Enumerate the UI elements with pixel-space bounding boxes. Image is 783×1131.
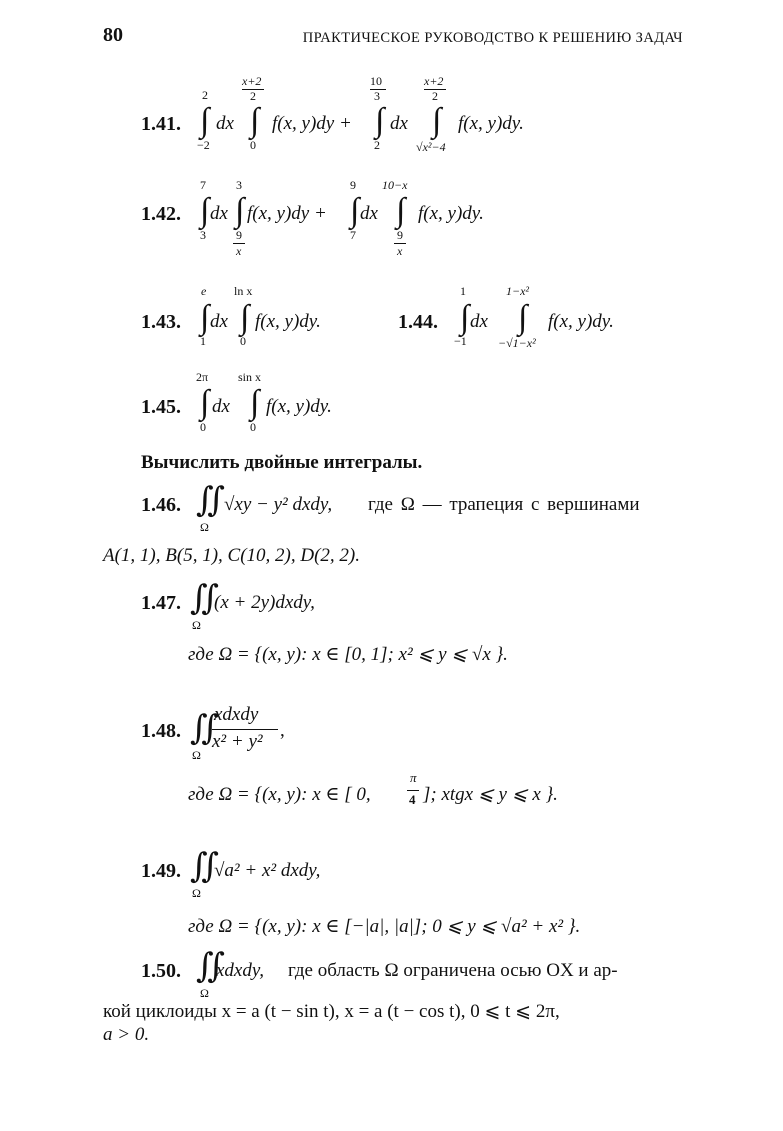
integrand: √xy − y² dxdy, (224, 494, 333, 515)
integrand: f(x, y)dy + (247, 203, 327, 224)
integral-sign: ∫ (250, 102, 260, 139)
lower-limit-den: x (236, 244, 242, 258)
differential: dx (390, 113, 408, 134)
integral-sign: ∫ (235, 192, 245, 229)
integrand: f(x, y)dy. (255, 311, 321, 332)
upper-limit: x+2 (424, 74, 444, 88)
upper-limit-den: 2 (250, 89, 256, 103)
lower-limit-den: x (397, 244, 403, 258)
region-label: Ω (192, 748, 201, 762)
problem-number: 1.41. (141, 113, 181, 135)
lower-limit: −√1−x² (498, 336, 536, 350)
problem-text: A(1, 1), B(5, 1), C(10, 2), D(2, 2). (103, 545, 360, 566)
double-integral-sign: ∬ (190, 580, 219, 617)
lower-limit: √x²−4 (416, 140, 446, 154)
region-label: Ω (192, 886, 201, 900)
upper-limit: 2π (196, 370, 209, 384)
problem-number: 1.43. (141, 311, 181, 333)
lower-limit: 0 (240, 334, 246, 348)
upper-limit: sin x (238, 370, 262, 384)
differential: dx (360, 203, 378, 224)
problem-number: 1.50. (141, 960, 181, 982)
lower-limit: 0 (200, 420, 206, 434)
upper-limit: x+2 (242, 74, 262, 88)
upper-limit: ln x (234, 284, 253, 298)
integrand: f(x, y)dy + (272, 113, 352, 134)
upper-limit: 10−x (382, 178, 408, 192)
problem-number: 1.44. (398, 311, 438, 333)
upper-limit-den: 3 (374, 89, 380, 103)
problem-text: кой циклоиды x = a (t − sin t), x = a (t − cos t), 0 ⩽ t ⩽ 2π, (103, 1001, 560, 1022)
lower-limit: 9 (397, 228, 403, 242)
region-definition: где Ω = {(x, y): x ∈ [ 0, (188, 784, 371, 805)
region-label: Ω (200, 520, 209, 534)
upper-limit: 3 (236, 178, 242, 192)
double-integral-sign: ∬ (190, 710, 219, 747)
fraction-denominator: 4 (409, 792, 416, 807)
integrand: f(x, y)dy. (266, 396, 332, 417)
integral-sign: ∫ (200, 192, 210, 229)
upper-limit: 1 (460, 284, 466, 298)
integrand: (x + 2y)dxdy, (214, 592, 315, 613)
lower-limit: 0 (250, 138, 256, 152)
integral-sign: ∫ (432, 102, 442, 139)
region-definition: где Ω = {(x, y): x ∈ [0, 1]; x² ⩽ y ⩽ √x }. (188, 644, 508, 665)
differential: dx (470, 311, 488, 332)
problem-number: 1.48. (141, 720, 181, 742)
integral-sign: ∫ (240, 299, 250, 336)
integral-sign: ∫ (375, 102, 385, 139)
double-integral-sign: ∬ (196, 948, 225, 985)
problem-number: 1.49. (141, 860, 181, 882)
upper-limit: 10 (370, 74, 382, 88)
problem-text: где Ω — трапеция с вершинами (368, 494, 640, 515)
integral-sign: ∫ (518, 299, 528, 336)
double-integral-sign: ∬ (196, 482, 225, 519)
upper-limit: 1−x² (506, 284, 530, 298)
integrand: f(x, y)dy. (458, 113, 524, 134)
integral-sign: ∫ (200, 299, 210, 336)
fraction-numerator: π (410, 770, 417, 785)
lower-limit: 2 (374, 138, 380, 152)
lower-limit: 3 (200, 228, 206, 242)
integrand: xdxdy, (216, 960, 265, 981)
fraction-bar (212, 729, 278, 730)
region-label: Ω (200, 986, 209, 1000)
integrand: f(x, y)dy. (548, 311, 614, 332)
upper-limit: 7 (200, 178, 206, 192)
integral-sign: ∫ (250, 384, 260, 421)
region-definition: ]; xtgx ⩽ y ⩽ x }. (423, 784, 558, 805)
region-definition: где Ω = {(x, y): x ∈ [−|a|, |a|]; 0 ⩽ y ⩽ √a² + x² }. (188, 916, 581, 937)
lower-limit: 9 (236, 228, 242, 242)
integrand: f(x, y)dy. (418, 203, 484, 224)
fraction-bar (407, 790, 419, 791)
problem-text: где область Ω ограничена осью OX и ар- (288, 960, 618, 981)
differential: dx (210, 203, 228, 224)
integral-sign: ∫ (200, 102, 210, 139)
lower-limit: −1 (454, 334, 467, 348)
integral-sign: ∫ (200, 384, 210, 421)
region-label: Ω (192, 618, 201, 632)
problem-number: 1.46. (141, 494, 181, 516)
upper-limit: 2 (202, 88, 208, 102)
upper-limit: 9 (350, 178, 356, 192)
problem-number: 1.42. (141, 203, 181, 225)
problem-number: 1.47. (141, 592, 181, 614)
fraction-numerator: xdxdy (214, 704, 259, 725)
lower-limit: 7 (350, 228, 356, 242)
problem-text: a > 0. (103, 1024, 150, 1045)
lower-limit: 0 (250, 420, 256, 434)
running-head: ПРАКТИЧЕСКОЕ РУКОВОДСТВО К РЕШЕНИЮ ЗАДАЧ (302, 30, 683, 46)
page-number: 80 (103, 24, 123, 46)
integral-sign: ∫ (396, 192, 406, 229)
double-integral-sign: ∬ (190, 848, 219, 885)
differential: dx (212, 396, 230, 417)
integral-sign: ∫ (350, 192, 360, 229)
problem-number: 1.45. (141, 396, 181, 418)
lower-limit: 1 (200, 334, 206, 348)
comma: , (280, 720, 285, 741)
differential: dx (210, 311, 228, 332)
section-heading: Вычислить двойные интегралы. (141, 452, 423, 473)
differential: dx (216, 113, 234, 134)
upper-limit-den: 2 (432, 89, 438, 103)
upper-limit: e (201, 284, 207, 298)
integrand: √a² + x² dxdy, (214, 860, 321, 881)
lower-limit: −2 (197, 138, 210, 152)
fraction-denominator: x² + y² (212, 731, 263, 752)
integral-sign: ∫ (460, 299, 470, 336)
